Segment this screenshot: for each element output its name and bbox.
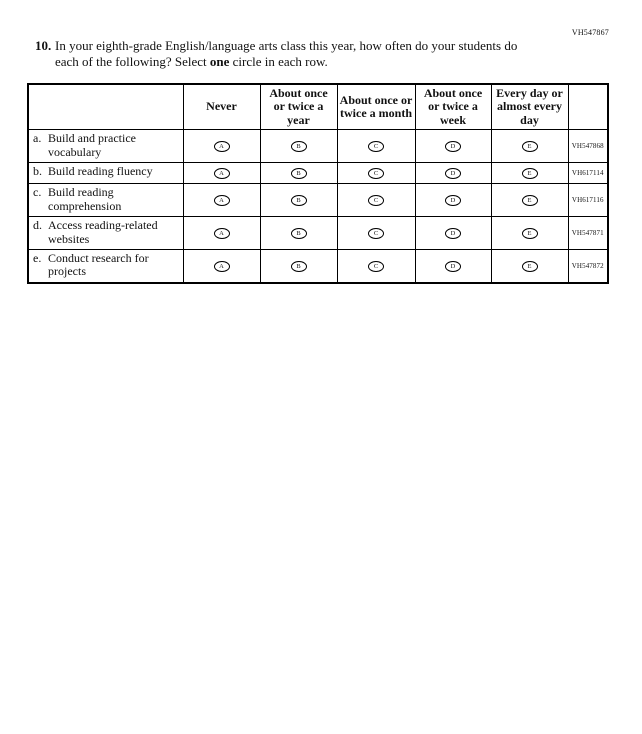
question-text-bold: one [209, 53, 230, 69]
row-code: VH617114 [568, 163, 608, 184]
response-cell [415, 249, 491, 282]
row-text: Access reading-related websites [48, 218, 158, 246]
question-text-part1: In your eighth-grade English/language arts class this year, how often do your students do each of the following? Select [55, 38, 518, 69]
row-letter: e. [33, 250, 42, 265]
response-cell [337, 130, 415, 163]
row-text: Conduct research for projects [48, 250, 149, 279]
column-header-once-twice-week: About once or twice a week [415, 84, 491, 130]
response-oval-never[interactable]: A [214, 261, 230, 272]
row-code: VH547868 [568, 130, 608, 163]
response-cell [260, 163, 337, 184]
response-cell [260, 217, 337, 250]
response-oval-once-twice-month[interactable]: C [368, 261, 384, 272]
response-cell [337, 163, 415, 184]
response-cell [260, 184, 337, 217]
page-code: VH547867 [571, 28, 609, 37]
response-oval-once-twice-month[interactable]: C [368, 228, 384, 239]
response-oval-once-twice-year[interactable]: B [291, 141, 307, 152]
question-text-part2: circle in each row. [229, 53, 328, 69]
question-block [35, 38, 523, 69]
table-row-a [28, 130, 608, 163]
response-cell [337, 217, 415, 250]
response-oval-once-twice-week[interactable]: D [445, 261, 461, 272]
column-header-once-twice-year: About once or twice a year [260, 84, 337, 130]
row-letter: b. [33, 164, 42, 179]
response-oval-once-twice-week[interactable]: D [445, 195, 461, 206]
empty-header-cell [28, 84, 183, 130]
response-oval-once-twice-month[interactable]: C [368, 195, 384, 206]
row-letter: d. [33, 218, 42, 233]
response-cell [183, 130, 260, 163]
response-cell [491, 217, 568, 250]
response-cell [183, 217, 260, 250]
response-cell [183, 163, 260, 184]
response-oval-never[interactable]: A [214, 228, 230, 239]
row-text: Build reading fluency [48, 164, 153, 179]
code-column-header [568, 84, 608, 130]
table-row-d [28, 217, 608, 250]
response-oval-once-twice-year[interactable]: B [291, 228, 307, 239]
header-row [28, 84, 608, 130]
table-row-c [28, 184, 608, 217]
response-oval-once-twice-week[interactable]: D [445, 228, 461, 239]
response-oval-once-twice-year[interactable]: B [291, 261, 307, 272]
row-label-e [28, 249, 183, 282]
column-header-never: Never [183, 84, 260, 130]
table-row-b [28, 163, 608, 184]
response-cell [415, 184, 491, 217]
row-label-c [28, 184, 183, 217]
response-oval-never[interactable]: A [214, 168, 230, 179]
response-oval-every-day[interactable]: E [522, 195, 538, 206]
response-oval-once-twice-year[interactable]: B [291, 195, 307, 206]
response-oval-every-day[interactable]: E [522, 141, 538, 152]
response-cell [415, 217, 491, 250]
response-oval-once-twice-week[interactable]: D [445, 168, 461, 179]
row-label-b [28, 163, 183, 184]
row-text: Build reading comprehension [48, 185, 122, 213]
response-cell [337, 249, 415, 282]
response-oval-never[interactable]: A [214, 195, 230, 206]
row-letter: c. [33, 185, 42, 200]
column-header-every-day: Every day or almost every day [491, 84, 568, 130]
response-cell [183, 184, 260, 217]
response-cell [491, 249, 568, 282]
response-cell [260, 130, 337, 163]
response-oval-every-day[interactable]: E [522, 228, 538, 239]
column-header-once-twice-month: About once or twice a month [337, 84, 415, 130]
response-cell [260, 249, 337, 282]
frequency-table [27, 83, 609, 284]
row-code: VH547872 [568, 249, 608, 282]
response-cell [415, 163, 491, 184]
response-cell [415, 130, 491, 163]
row-text: Build and practice vocabulary [48, 131, 136, 159]
response-cell [337, 184, 415, 217]
row-letter: a. [33, 131, 42, 146]
row-label-d [28, 217, 183, 250]
response-cell [491, 163, 568, 184]
response-cell [491, 130, 568, 163]
response-cell [491, 184, 568, 217]
response-oval-once-twice-month[interactable]: C [368, 168, 384, 179]
response-oval-once-twice-month[interactable]: C [368, 141, 384, 152]
table-row-e [28, 249, 608, 282]
row-code: VH617116 [568, 184, 608, 217]
question-text [55, 38, 523, 69]
response-oval-every-day[interactable]: E [522, 261, 538, 272]
question-number: 10. [35, 38, 52, 53]
response-oval-once-twice-year[interactable]: B [291, 168, 307, 179]
response-oval-never[interactable]: A [214, 141, 230, 152]
response-oval-every-day[interactable]: E [522, 168, 538, 179]
row-label-a [28, 130, 183, 163]
row-code: VH547871 [568, 217, 608, 250]
response-cell [183, 249, 260, 282]
response-oval-once-twice-week[interactable]: D [445, 141, 461, 152]
